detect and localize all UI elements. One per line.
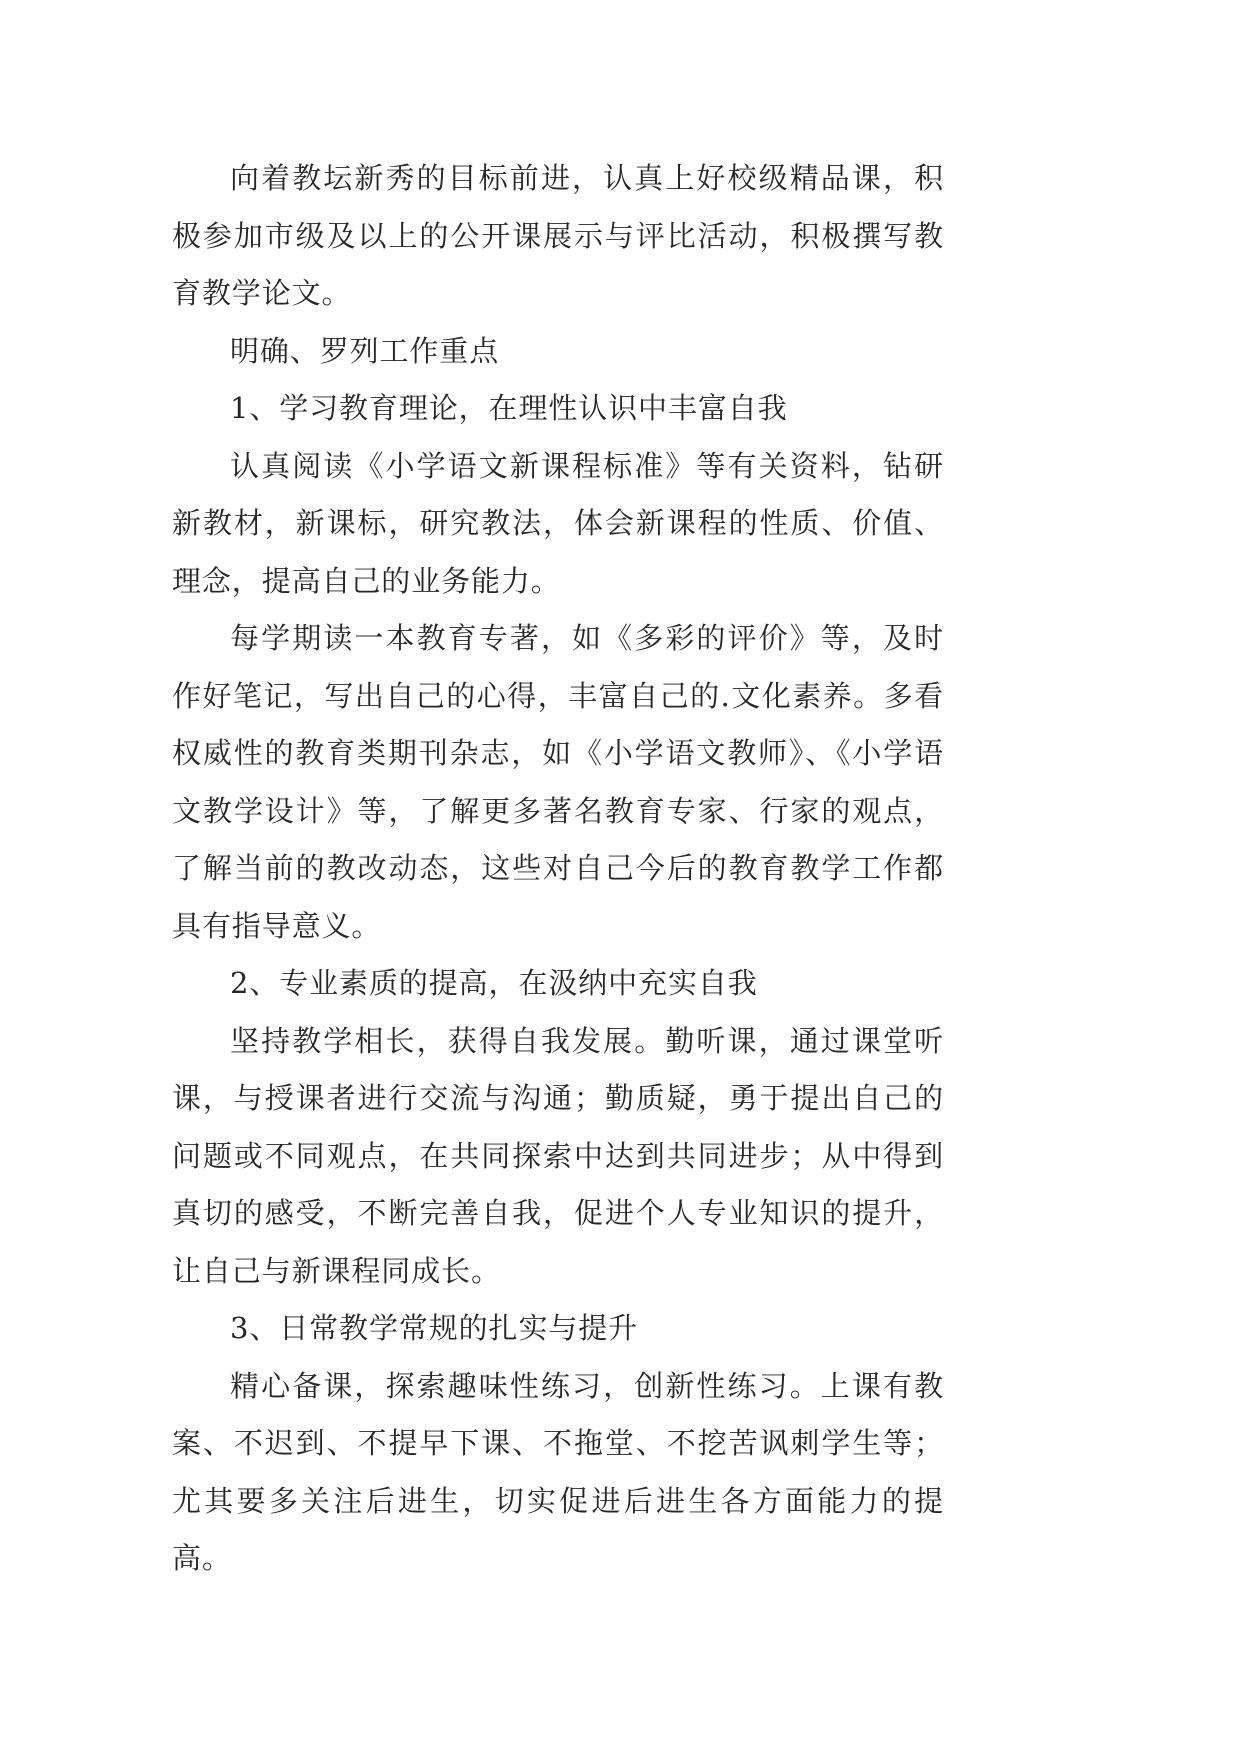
paragraph-goal: 向着教坛新秀的目标前进，认真上好校级精品课，积极参加市级及以上的公开课展示与评比活动，积极撰写教育教学论文。: [172, 161, 944, 310]
document-body: [172, 150, 944, 1588]
heading-item-3: 3、日常教学常规的扎实与提升: [230, 1311, 639, 1345]
paragraph-reading-standards: 认真阅读《小学语文新课程标准》等有关资料，钻研新教材，新课标，研究教法，体会新课程的性质、价值、理念，提高自己的业务能力。: [172, 448, 944, 598]
heading-item-2: 2、专业素质的提高，在汲纳中充实自我: [230, 966, 758, 1000]
heading-item-1: 1、学习教育理论，在理性认识中丰富自我: [230, 391, 788, 425]
paragraph-reading-books: 每学期读一本教育专著，如《多彩的评价》等，及时作好笔记，写出自己的心得，丰富自己的.文化素养。多看权威性的教育类期刊杂志，如《小学语文教师》、《小学语文教学设计》等，了解更多著名教育专家、行家的观点，了解当前的教改动态，这些对自己今后的教育教学工作都具有指导意义。: [172, 621, 944, 943]
heading-work-focus: 明确、罗列工作重点: [230, 333, 500, 368]
paragraph-professional-growth: 坚持教学相长，获得自我发展。勤听课，通过课堂听课，与授课者进行交流与沟通；勤质疑，勇于提出自己的问题或不同观点，在共同探索中达到共同进步；从中得到真切的感受，不断完善自我，促进个人专业知识的提升，让自己与新课程同成长。: [172, 1023, 944, 1288]
paragraph-daily-routine: 精心备课，探索趣味性练习，创新性练习。上课有教案、不迟到、不提早下课、不拖堂、不挖苦讽刺学生等；尤其要多关注后进生，切实促进后进生各方面能力的提高。: [172, 1368, 944, 1575]
